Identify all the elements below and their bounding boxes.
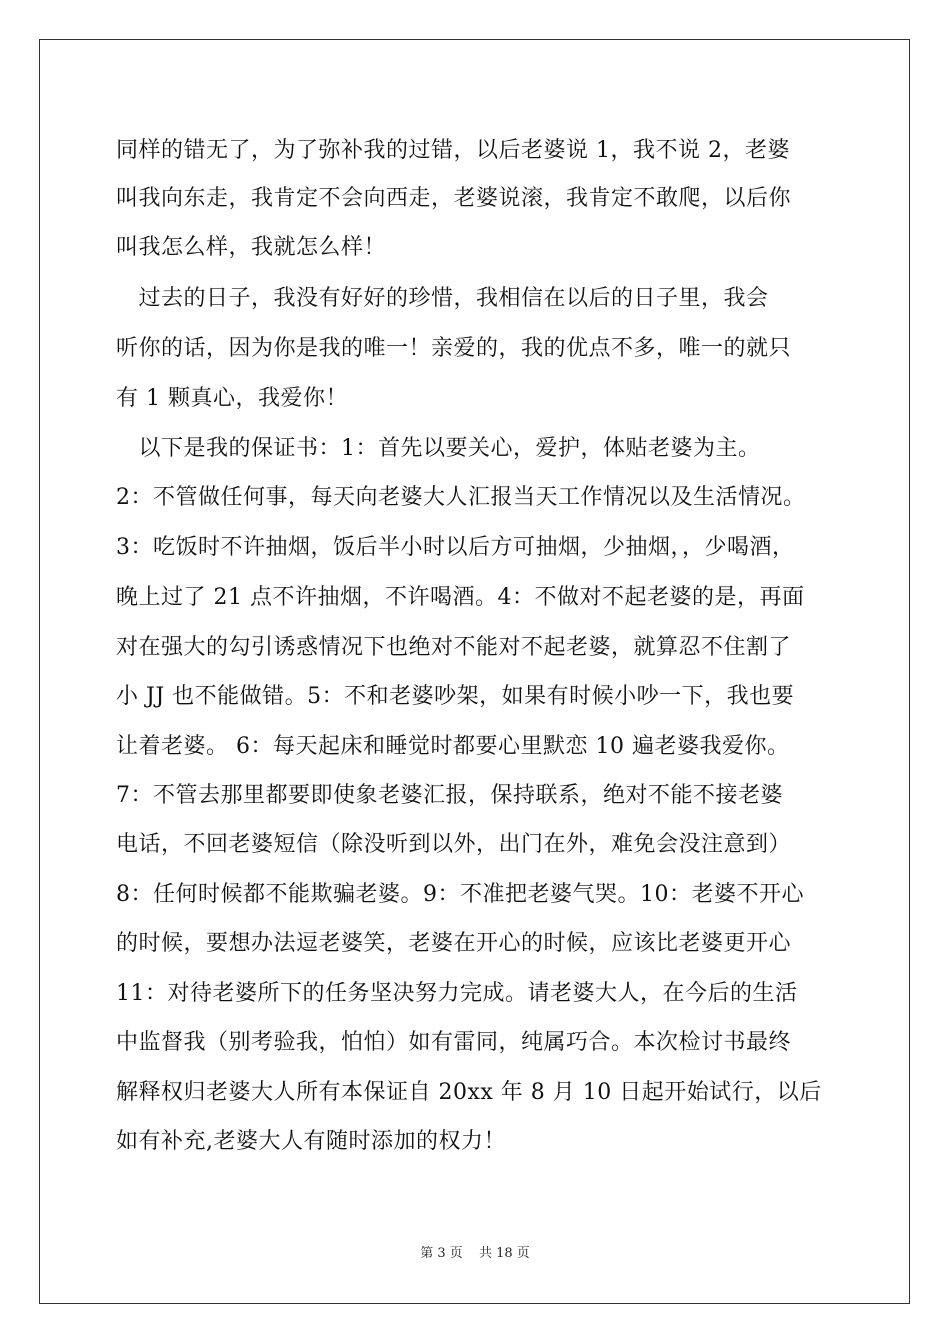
text-line: 如有补充,老婆大人有随时添加的权力！ (116, 1129, 506, 1154)
text-line: 11：对待老婆所下的任务坚决努力完成。请老婆大人，在今后的生活 (116, 981, 798, 1006)
text-line: 让着老婆。 6：每天起床和睡觉时都要心里默恋 10 遍老婆我爱你。 (116, 734, 790, 759)
text-line: 7：不管去那里都要即使象老婆汇报，保持联系，绝对不能不接老婆 (116, 783, 783, 808)
page-number-current: 第 3 页 (420, 1246, 463, 1261)
page-footer (0, 1246, 950, 1262)
text-line: 的时候，要想办法逗老婆笑，老婆在开心的时候，应该比老婆更开心 (116, 931, 792, 956)
text-line: 叫我向东走，我肯定不会向西走，老婆说滚，我肯定不敢爬，以后你 (116, 186, 792, 211)
text-line: 晚上过了 21 点不许抽烟，不许喝酒。4：不做对不起老婆的是，再面 (116, 585, 805, 610)
text-line: 小 JJ 也不能做错。5：不和老婆吵架，如果有时候小吵一下，我也要 (116, 684, 795, 709)
text-line: 电话，不回老婆短信（除没听到以外，出门在外，难免会没注意到） (116, 832, 792, 857)
text-line: 同样的错无了，为了弥补我的过错，以后老婆说 1，我不说 2，老婆 (116, 138, 790, 163)
text-line: 中监督我（别考验我，怕怕）如有雷同，纯属巧合。本次检讨书最终 (116, 1030, 792, 1055)
text-line: 2：不管做任何事，每天向老婆大人汇报当天工作情况以及生活情况。 (116, 485, 806, 510)
text-line: 解释权归老婆大人所有本保证自 20xx 年 8 月 10 日起开始试行，以后 (116, 1080, 822, 1105)
text-line: 有 1 颗真心，我爱你！ (116, 386, 348, 411)
text-line: 3：吃饭时不许抽烟，饭后半小时以后方可抽烟，少抽烟，，少喝酒， (116, 535, 795, 560)
text-line: 8：任何时候都不能欺骗老婆。9：不准把老婆气哭。10：老婆不开心 (116, 882, 804, 907)
page-border (39, 39, 910, 1304)
text-line: 过去的日子，我没有好好的珍惜，我相信在以后的日子里，我会 (116, 286, 769, 311)
text-line: 对在强大的勾引诱惑情况下也绝对不能对不起老婆，就算忍不住割了 (116, 635, 792, 660)
text-line: 以下是我的保证书：1：首先以要关心，爱护，体贴老婆为主。 (116, 436, 761, 461)
text-line: 听你的话，因为你是我的唯一！亲爱的，我的优点不多，唯一的就只 (116, 336, 792, 361)
text-line: 叫我怎么样，我就怎么样！ (116, 235, 387, 260)
page-number-total: 共 18 页 (478, 1246, 530, 1261)
